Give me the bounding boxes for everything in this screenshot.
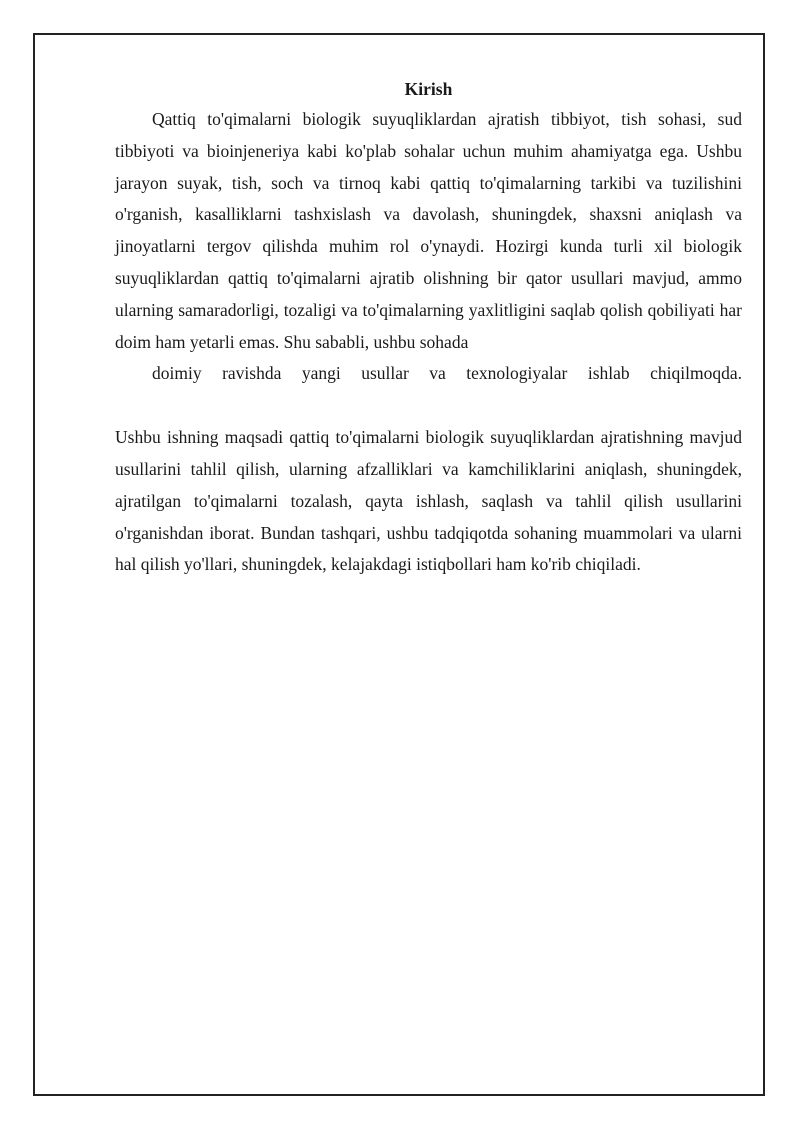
paragraph-introduction	[115, 104, 742, 390]
paragraph-objective: Ushbu ishning maqsadi qattiq to'qimalarni biologik suyuqliklardan ajratishning mavjud usullarini tahlil qilish, ularning afzalliklari va kamchiliklarini aniqlash, shuningdek, ajratilgan to'qimalarni tozalash, qayta ishlash, saqlash va tahlil qilish usullarini o'rganishdan iborat. Bundan tashqari, ushbu tadqiqotda sohaning muammolari va ularni hal qilish yo'llari, shuningdek, kelajakdagi istiqbollari ham ko'rib chiqiladi.	[115, 427, 742, 575]
paragraph-introduction-text: Qattiq to'qimalarni biologik suyuqliklardan ajratish tibbiyot, tish sohasi, sud tibbiyoti va bioinjeneriya kabi ko'plab sohalar uchun muhim ahamiyatga ega. Ushbu jarayon suyak, tish, soch va tirnoq kabi qattiq to'qimalarning tarkibi va tuzilishini o'rganish, kasalliklarni tashxislash va davolash, shuningdek, shaxsni aniqlash va jinoyatlarni tergov qilishda muhim rol o'ynaydi. Hozirgi kunda turli xil biologik suyuqliklardan qattiq to'qimalarni ajratib olishning bir qator usullari mavjud, ammo ularning samaradorligi, tozaligi va to'qimalarning yaxlitligini saqlab qolish qobiliyati har doim ham yetarli emas. Shu sababli, ushbu sohada	[115, 109, 742, 352]
paragraph-spacer	[115, 390, 742, 422]
paragraph-introduction-last-line: doimiy ravishda yangi usullar va texnologiyalar ishlab chiqilmoqda.	[152, 363, 742, 384]
document-body	[115, 74, 742, 581]
section-heading: Kirish	[404, 79, 453, 99]
